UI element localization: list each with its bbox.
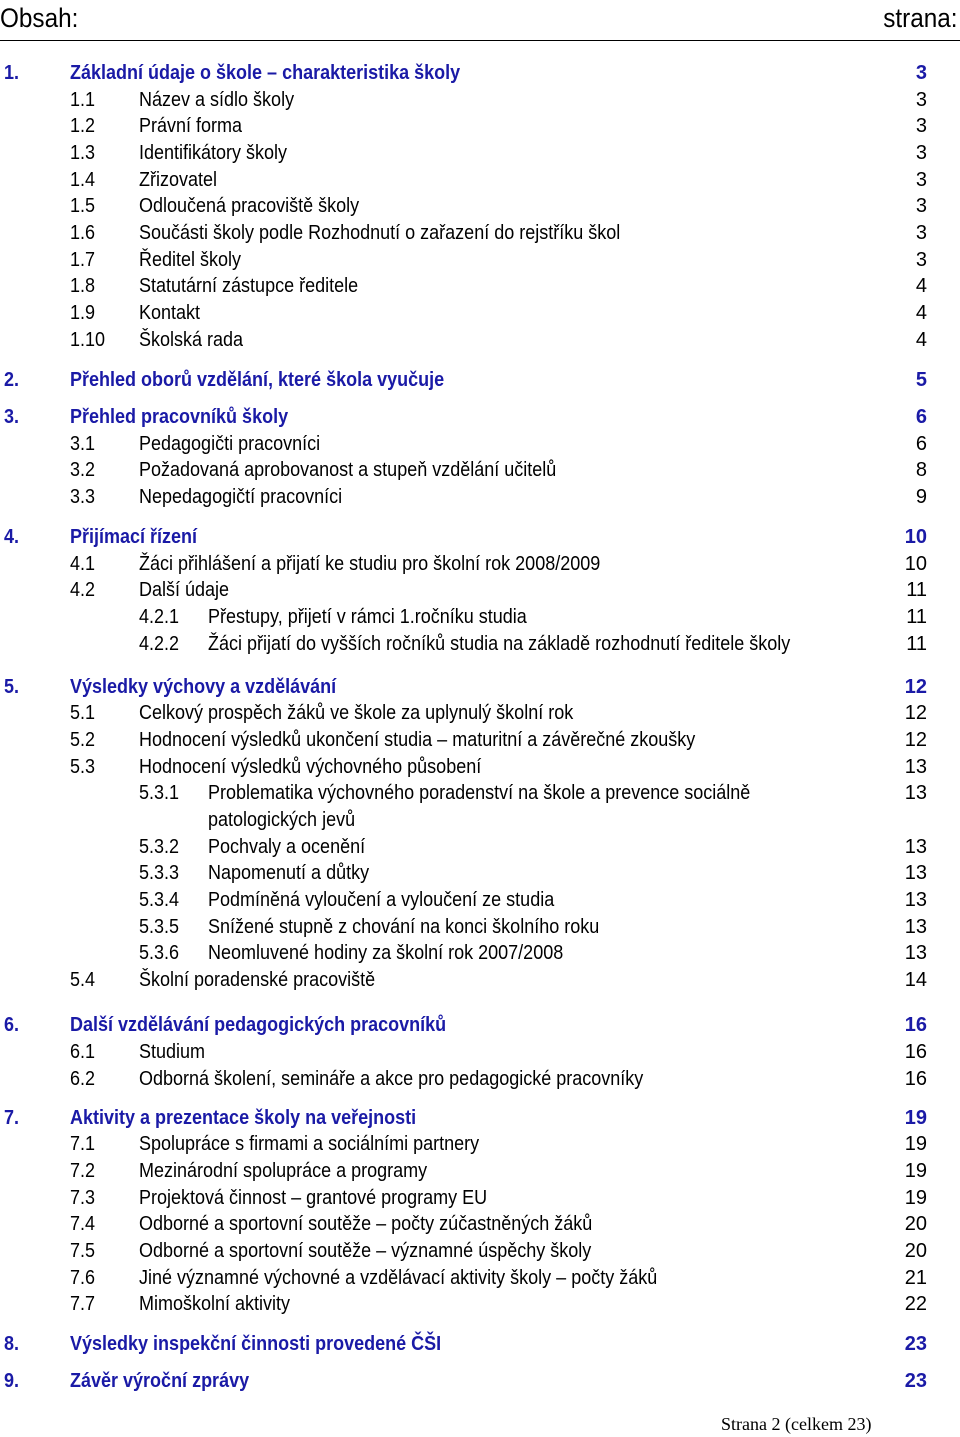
entry-page-number: 11 (906, 606, 927, 628)
toc-entry (0, 727, 960, 753)
entry-page-number: 12 (904, 676, 927, 698)
entry-number: 5.2 (70, 729, 96, 751)
entry-title: Pedagogičti pracovníci (139, 433, 321, 455)
entry-page-number: 20 (904, 1240, 927, 1262)
entry-number: 8. (4, 1333, 20, 1355)
toc-entry (0, 220, 960, 246)
entry-page-number: 22 (904, 1293, 927, 1315)
toc-title: Obsah: (0, 3, 79, 33)
entry-page-number: 8 (915, 459, 927, 481)
entry-title: Součásti školy podle Rozhodnutí o zařazení do rejstříku škol (139, 222, 621, 244)
entry-number: 1.7 (70, 249, 96, 271)
entry-page-number: 5 (915, 369, 927, 391)
entry-title: Problematika výchovného poradenství na škole a prevence sociálně (208, 782, 751, 804)
entry-title: Základní údaje o škole – charakteristika školy (70, 62, 461, 84)
entry-page-number: 9 (915, 486, 927, 508)
entry-number: 1.3 (70, 142, 96, 164)
toc-entry (0, 1211, 960, 1237)
entry-page-number: 23 (904, 1333, 927, 1355)
entry-page-number: 16 (904, 1068, 927, 1090)
entry-number: 5.3.4 (139, 889, 180, 911)
entry-title-continuation: patologických jevů (208, 809, 356, 831)
toc-entry (0, 887, 960, 913)
entry-number: 7.3 (70, 1187, 96, 1209)
entry-page-number: 11 (906, 633, 927, 655)
toc-entry (0, 1291, 960, 1317)
entry-page-number: 10 (904, 526, 927, 548)
entry-page-number: 3 (915, 249, 927, 271)
entry-title: Statutární zástupce ředitele (139, 275, 359, 297)
entry-title: Pochvaly a ocenění (208, 836, 366, 858)
entry-number: 7.2 (70, 1160, 96, 1182)
entry-title: Další údaje (139, 579, 230, 601)
toc-entry (0, 484, 960, 510)
entry-page-number: 21 (904, 1267, 927, 1289)
entry-number: 3.1 (70, 433, 96, 455)
entry-title: Spolupráce s firmami a sociálními partnery (139, 1133, 480, 1155)
toc-entry (0, 247, 960, 273)
entry-number: 4.2 (70, 579, 96, 601)
entry-title: Odborná školení, semináře a akce pro pedagogické pracovníky (139, 1068, 644, 1090)
entry-number: 5.3.6 (139, 942, 180, 964)
entry-page-number: 3 (915, 142, 927, 164)
entry-page-number: 4 (915, 302, 927, 324)
entry-title: Školská rada (139, 329, 244, 351)
toc-entry (0, 1039, 960, 1065)
toc-entry (0, 631, 960, 657)
entry-title: Zřizovatel (139, 169, 218, 191)
entry-number: 1.4 (70, 169, 96, 191)
entry-page-number: 4 (915, 275, 927, 297)
entry-number: 4. (4, 526, 20, 548)
entry-title: Mimoškolní aktivity (139, 1293, 291, 1315)
entry-number: 3.2 (70, 459, 96, 481)
entry-number: 1.10 (70, 329, 106, 351)
entry-title: Výsledky inspekční činnosti provedené ČŠI (70, 1333, 442, 1355)
entry-title: Celkový prospěch žáků ve škole za uplynulý školní rok (139, 702, 574, 724)
entry-number: 3. (4, 406, 20, 428)
entry-title: Odborné a sportovní soutěže – významné úspěchy školy (139, 1240, 592, 1262)
entry-title: Odborné a sportovní soutěže – počty zúčastněných žáků (139, 1213, 593, 1235)
entry-page-number: 23 (904, 1370, 927, 1392)
toc-entry (0, 140, 960, 166)
entry-page-number: 6 (915, 433, 927, 455)
toc-entry (0, 1158, 960, 1184)
entry-page-number: 13 (904, 782, 927, 804)
toc-entry (0, 1185, 960, 1211)
entry-page-number: 11 (906, 579, 927, 601)
toc-entry (0, 457, 960, 483)
entry-number: 1.1 (70, 89, 96, 111)
entry-number: 7.6 (70, 1267, 96, 1289)
toc-chapter (0, 1012, 960, 1038)
entry-page-number: 3 (915, 115, 927, 137)
entry-number: 7. (4, 1107, 20, 1129)
entry-number: 1. (4, 62, 20, 84)
entry-number: 5.3.3 (139, 862, 180, 884)
entry-title: Nepedagogičtí pracovníci (139, 486, 343, 508)
toc-entry (0, 604, 960, 630)
entry-page-number: 19 (904, 1107, 927, 1129)
entry-number: 2. (4, 369, 20, 391)
entry-number: 1.6 (70, 222, 96, 244)
entry-number: 5. (4, 676, 20, 698)
entry-page-number: 13 (904, 862, 927, 884)
entry-page-number: 10 (904, 553, 927, 575)
entry-page-number: 13 (904, 889, 927, 911)
entry-page-number: 4 (915, 329, 927, 351)
entry-title: Žáci přihlášení a přijatí ke studiu pro školní rok 2008/2009 (139, 553, 601, 575)
entry-title: Přijímací řízení (70, 526, 198, 548)
entry-page-number: 13 (904, 916, 927, 938)
toc-chapter (0, 1105, 960, 1131)
entry-page-number: 3 (915, 222, 927, 244)
page-column-label: strana: (883, 3, 958, 33)
entry-title: Napomenutí a důtky (208, 862, 370, 884)
entry-title: Přestupy, přijetí v rámci 1.ročníku studia (208, 606, 527, 628)
entry-number: 6.2 (70, 1068, 96, 1090)
entry-number: 5.3.2 (139, 836, 180, 858)
entry-title: Jiné významné výchovné a vzdělávací aktivity školy – počty žáků (139, 1267, 658, 1289)
entry-title: Závěr výroční zprávy (70, 1370, 250, 1392)
entry-number: 6.1 (70, 1041, 96, 1063)
entry-page-number: 13 (904, 942, 927, 964)
toc-chapter (0, 404, 960, 430)
entry-number: 5.3.1 (139, 782, 180, 804)
toc-entry (0, 327, 960, 353)
entry-title: Kontakt (139, 302, 201, 324)
toc-chapter (0, 524, 960, 550)
entry-title: Další vzdělávání pedagogických pracovníků (70, 1014, 447, 1036)
entry-number: 5.4 (70, 969, 96, 991)
entry-title: Hodnocení výsledků ukončení studia – maturitní a závěrečné zkoušky (139, 729, 696, 751)
entry-title: Přehled oborů vzdělání, které škola vyučuje (70, 369, 445, 391)
entry-page-number: 14 (904, 969, 927, 991)
entry-number: 1.9 (70, 302, 96, 324)
toc-entry (0, 113, 960, 139)
entry-title: Neomluvené hodiny za školní rok 2007/2008 (208, 942, 564, 964)
entry-number: 5.3.5 (139, 916, 180, 938)
toc-chapter (0, 367, 960, 393)
entry-title: Název a sídlo školy (139, 89, 295, 111)
entry-number: 4.2.1 (139, 606, 180, 628)
toc-entry (0, 914, 960, 940)
toc-entry (0, 1131, 960, 1157)
entry-page-number: 12 (904, 702, 927, 724)
toc-entry (0, 577, 960, 603)
entry-title: Studium (139, 1041, 206, 1063)
entry-page-number: 13 (904, 756, 927, 778)
entry-title: Mezinárodní spolupráce a programy (139, 1160, 428, 1182)
entry-page-number: 20 (904, 1213, 927, 1235)
entry-number: 5.3 (70, 756, 96, 778)
toc-entry (0, 860, 960, 886)
toc-entry (0, 1066, 960, 1092)
toc-entry (0, 273, 960, 299)
entry-title: Identifikátory školy (139, 142, 288, 164)
entry-number: 9. (4, 1370, 20, 1392)
entry-page-number: 19 (904, 1160, 927, 1182)
entry-title: Podmíněná vyloučení a vyloučení ze studia (208, 889, 555, 911)
entry-title: Požadovaná aprobovanost a stupeň vzdělání učitelů (139, 459, 557, 481)
toc-entry (0, 754, 960, 780)
entry-title: Ředitel školy (139, 249, 242, 271)
entry-page-number: 19 (904, 1133, 927, 1155)
toc-chapter (0, 1368, 960, 1394)
toc-entry (0, 551, 960, 577)
toc-entry (0, 300, 960, 326)
entry-number: 1.5 (70, 195, 96, 217)
entry-page-number: 3 (915, 89, 927, 111)
entry-page-number: 3 (915, 62, 927, 84)
toc-entry (0, 87, 960, 113)
entry-title: Projektová činnost – grantové programy EU (139, 1187, 488, 1209)
toc-chapter (0, 1331, 960, 1357)
entry-title: Snížené stupně z chování na konci školního roku (208, 916, 600, 938)
entry-number: 7.4 (70, 1213, 96, 1235)
toc-entry (0, 967, 960, 993)
page-footer: Strana 2 (celkem 23) (721, 1414, 872, 1434)
entry-title: Odloučená pracoviště školy (139, 195, 360, 217)
toc-chapter (0, 674, 960, 700)
entry-page-number: 16 (904, 1041, 927, 1063)
entry-page-number: 13 (904, 836, 927, 858)
entry-page-number: 16 (904, 1014, 927, 1036)
entry-title: Hodnocení výsledků výchovného působení (139, 756, 482, 778)
toc-entry (0, 167, 960, 193)
entry-number: 7.5 (70, 1240, 96, 1262)
toc-entry (0, 431, 960, 457)
toc-entry (0, 834, 960, 860)
entry-number: 4.1 (70, 553, 96, 575)
entry-number: 7.7 (70, 1293, 96, 1315)
entry-page-number: 3 (915, 169, 927, 191)
toc-entry (0, 193, 960, 219)
toc-entry (0, 1238, 960, 1264)
entry-page-number: 19 (904, 1187, 927, 1209)
entry-number: 5.1 (70, 702, 96, 724)
entry-number: 4.2.2 (139, 633, 180, 655)
entry-number: 7.1 (70, 1133, 96, 1155)
entry-title: Právní forma (139, 115, 243, 137)
entry-page-number: 6 (915, 406, 927, 428)
entry-title: Žáci přijatí do vyšších ročníků studia na základě rozhodnutí ředitele školy (208, 633, 791, 655)
toc-entry (0, 1265, 960, 1291)
toc-chapter (0, 60, 960, 86)
entry-title: Přehled pracovníků školy (70, 406, 289, 428)
toc-entry (0, 700, 960, 726)
entry-number: 3.3 (70, 486, 96, 508)
entry-page-number: 12 (904, 729, 927, 751)
toc-entry (0, 780, 960, 806)
entry-title: Aktivity a prezentace školy na veřejnosti (70, 1107, 417, 1129)
entry-number: 6. (4, 1014, 20, 1036)
entry-title: Školní poradenské pracoviště (139, 969, 376, 991)
entry-page-number: 3 (915, 195, 927, 217)
entry-title: Výsledky výchovy a vzdělávání (70, 676, 337, 698)
entry-number: 1.8 (70, 275, 96, 297)
toc-entry (0, 940, 960, 966)
entry-number: 1.2 (70, 115, 96, 137)
